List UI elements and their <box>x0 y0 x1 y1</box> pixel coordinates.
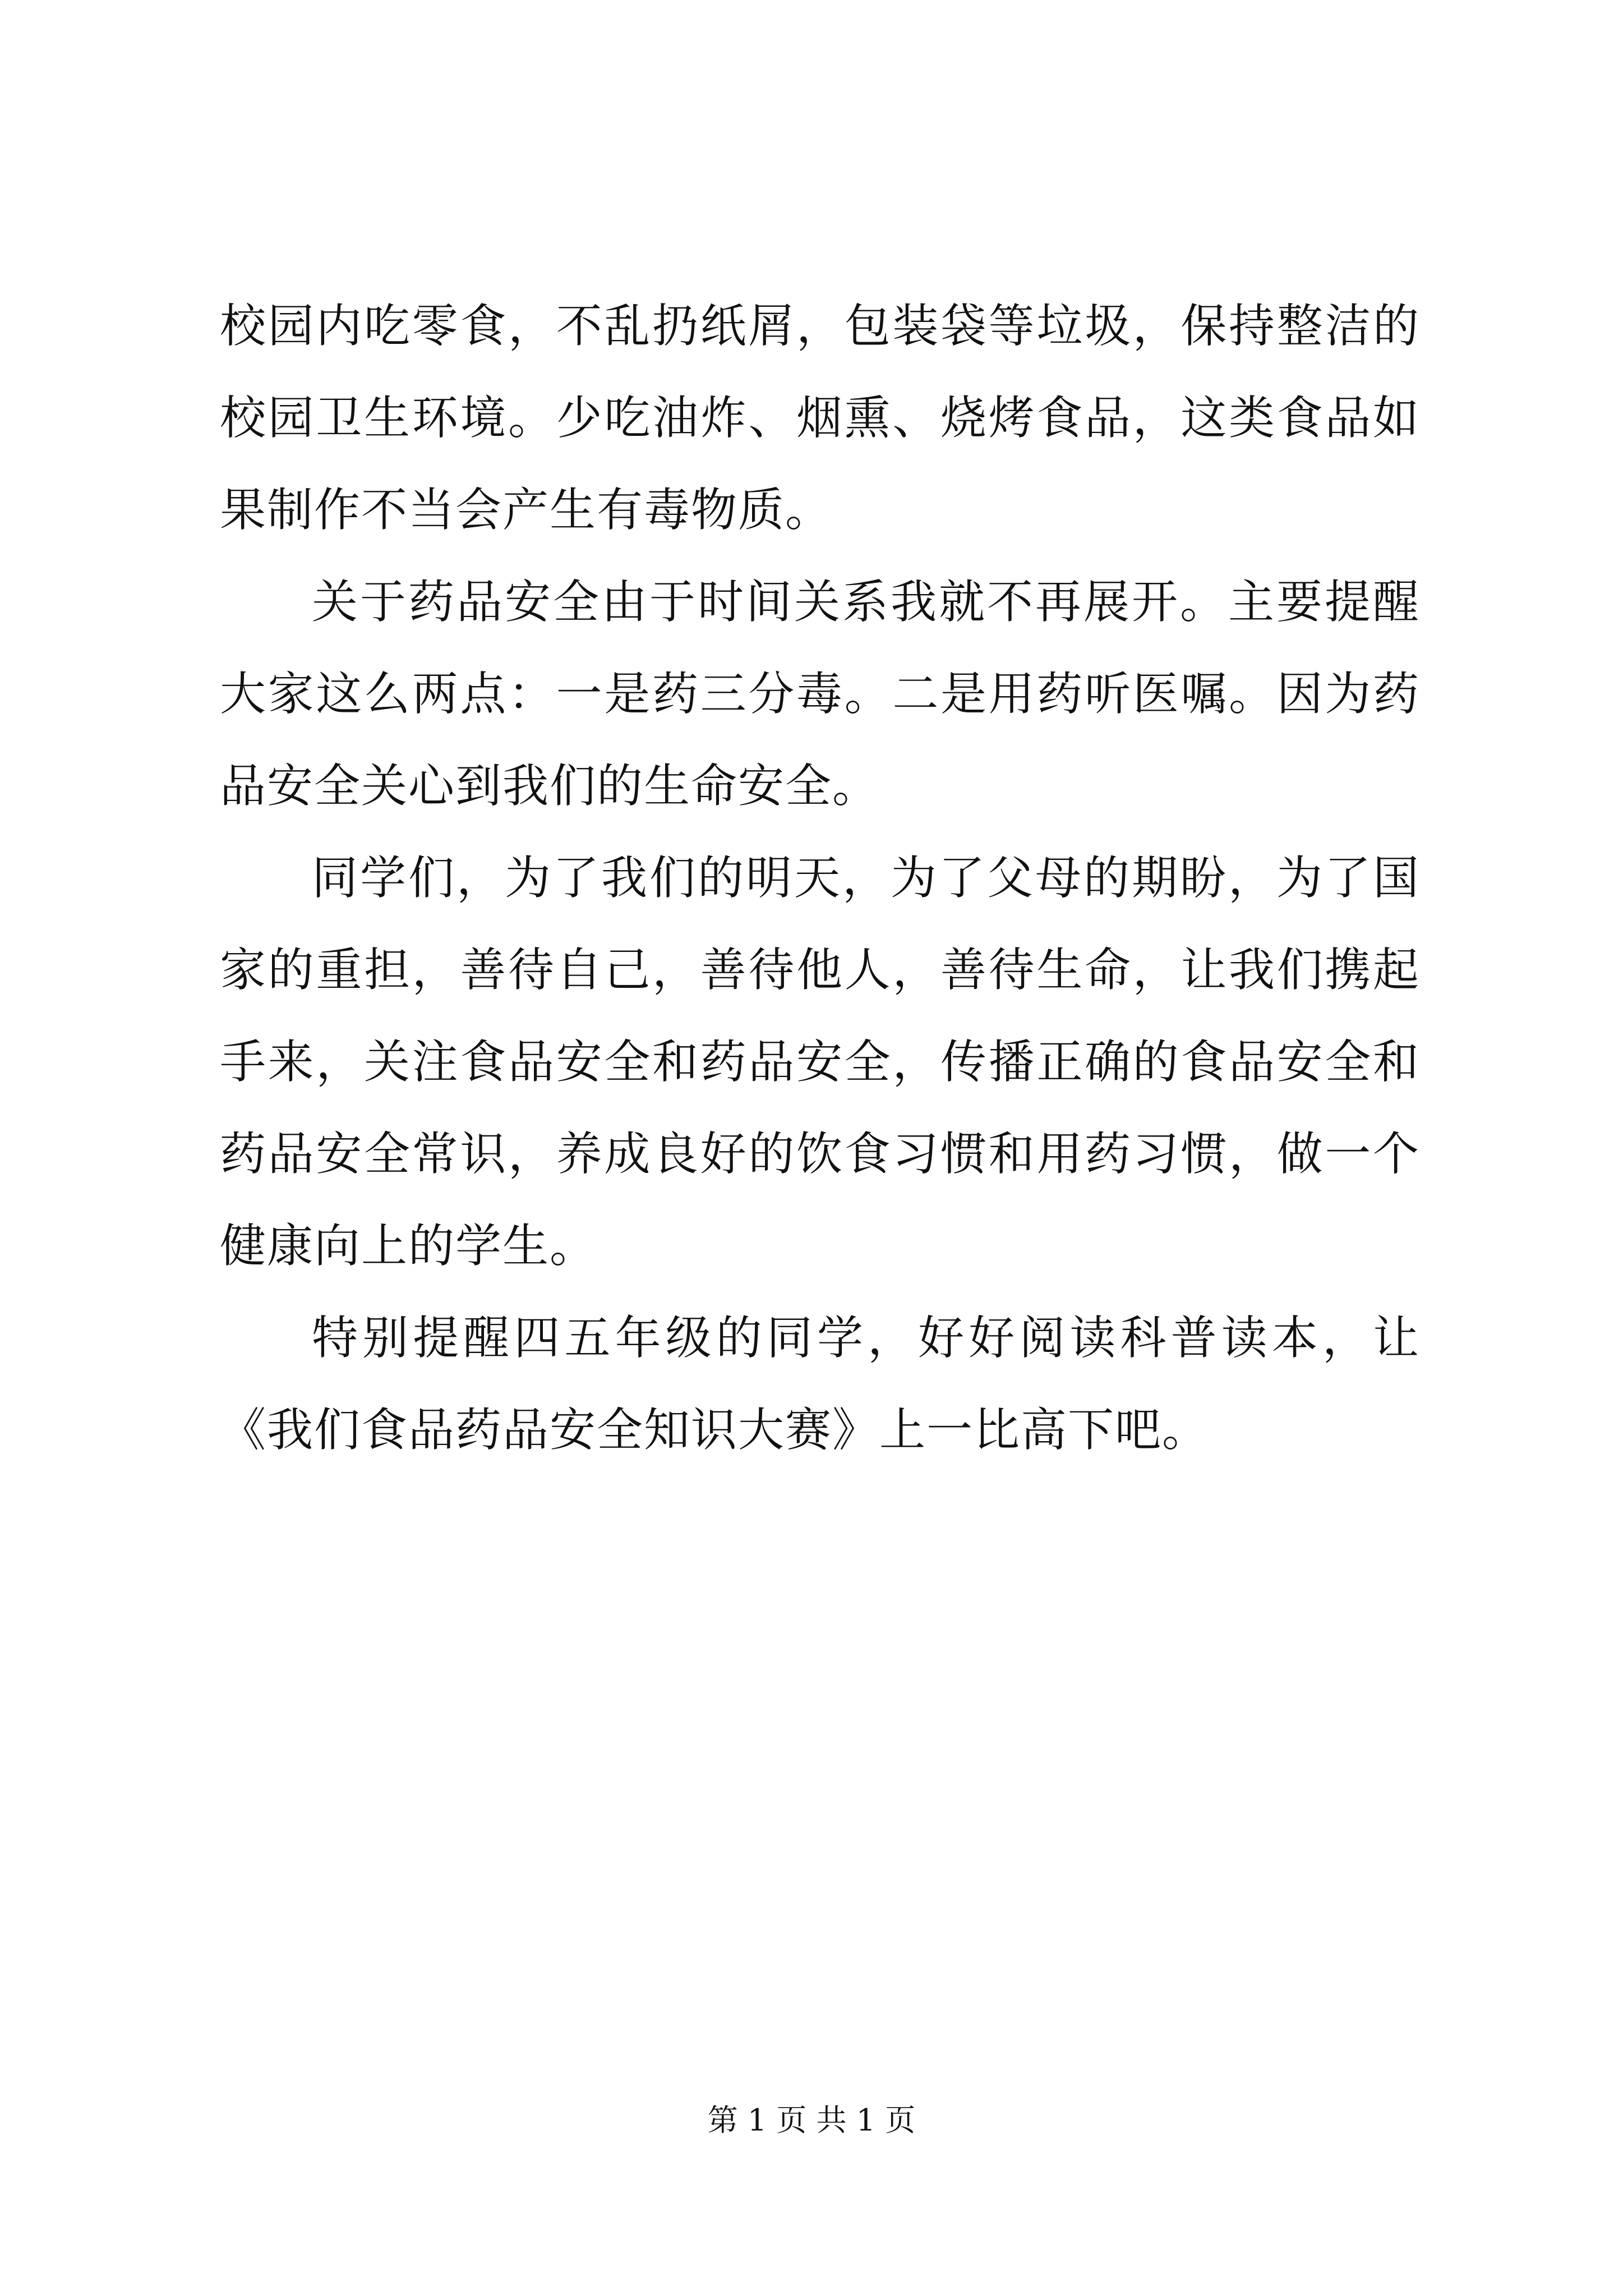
paragraph-1: 校园内吃零食，不乱扔纸屑，包装袋等垃圾，保持整洁的校园卫生环境。少吃油炸、烟熏、烧烤食品，这类食品如果制作不当会产生有毒物质。 <box>220 300 1420 537</box>
paragraph-3: 同学们，为了我们的明天，为了父母的期盼，为了国家的重担，善待自己，善待他人，善待生命，让我们携起手来，关注食品安全和药品安全，传播正确的食品安全和药品安全常识，养成良好的饮食习惯和用药习惯，做一个健康向上的学生。 <box>220 852 1420 1273</box>
paragraph-2: 关于药品安全由于时间关系我就不再展开。主要提醒大家这么两点：一是药三分毒。二是用药听医嘱。因为药品安全关心到我们的生命安全。 <box>220 576 1420 813</box>
page-footer: 第 1 页 共 1 页 <box>707 2102 916 2138</box>
paragraph-4: 特别提醒四五年级的同学，好好阅读科普读本，让《我们食品药品安全知识大赛》上一比高下吧。 <box>220 1312 1420 1457</box>
document-body <box>220 280 1420 1476</box>
